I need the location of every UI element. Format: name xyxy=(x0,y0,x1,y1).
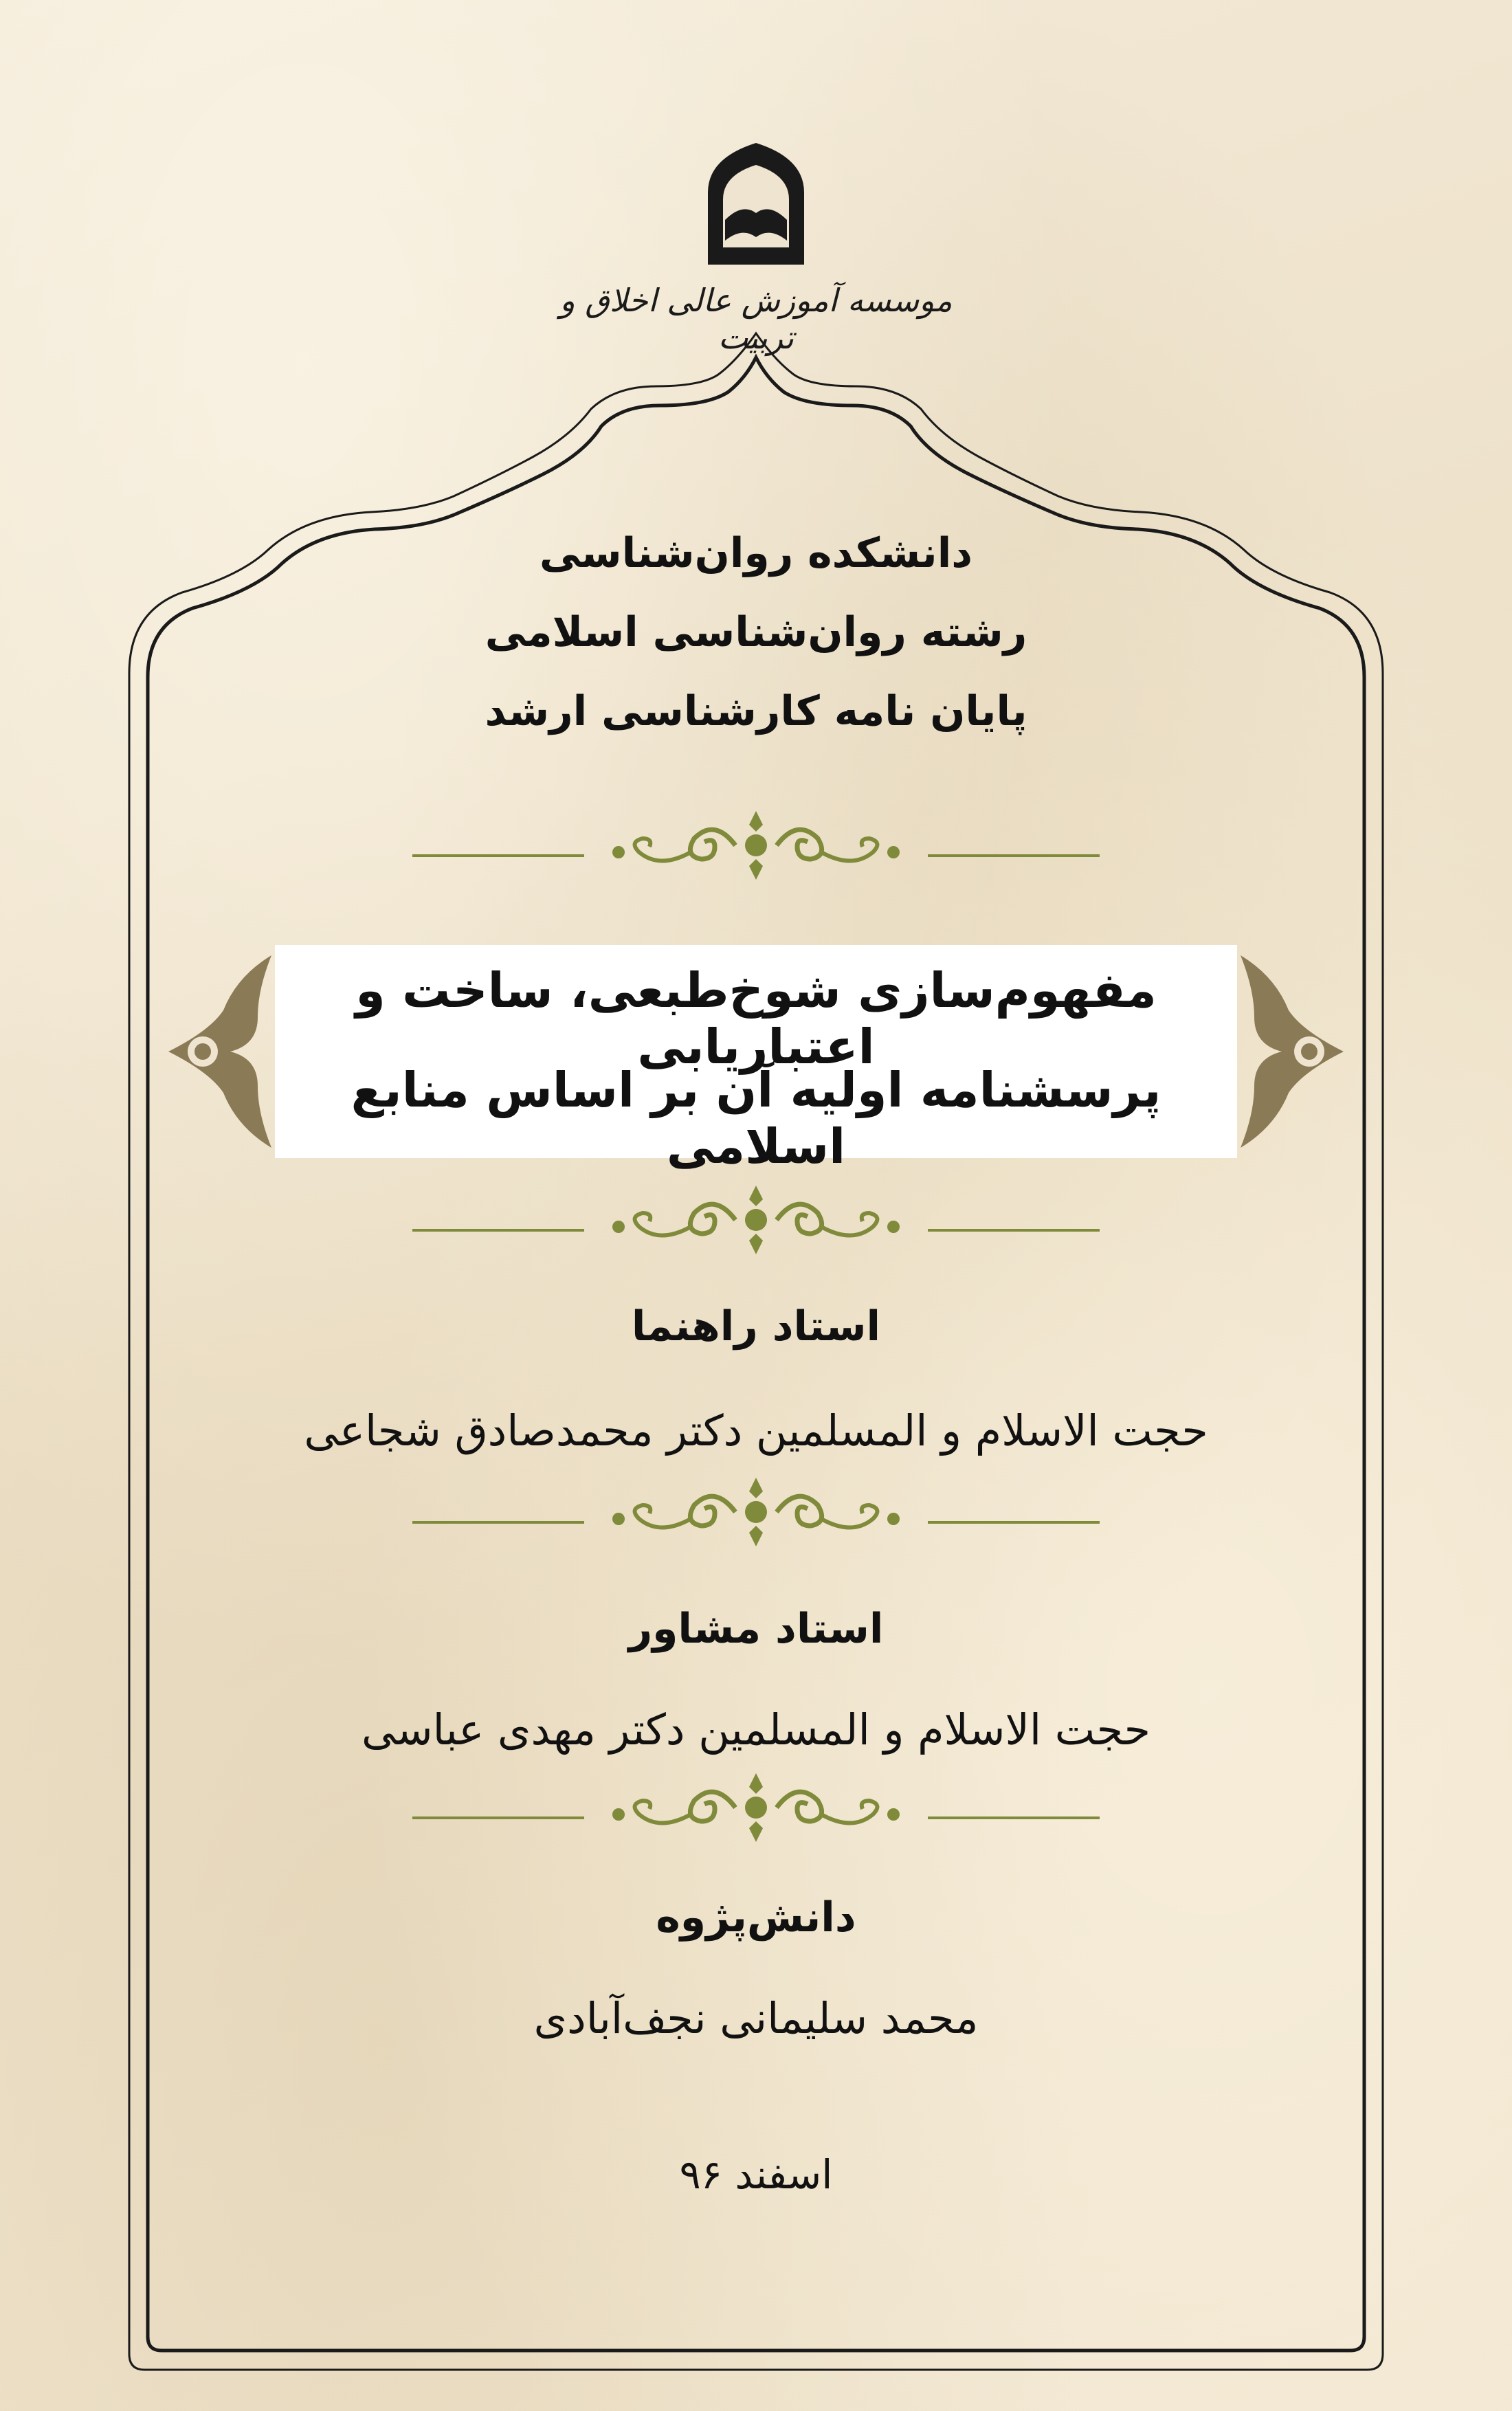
supervisor-label: استاد راهنما xyxy=(631,1302,881,1351)
field-name: رشته روان‌شناسی اسلامی xyxy=(485,608,1027,656)
divider-ornament-3 xyxy=(412,1471,1100,1553)
thesis-title-line-1: مفهوم‌سازی شوخ‌طبعی، ساخت و اعتباریابی xyxy=(355,962,1157,1075)
divider-ornament-1 xyxy=(412,804,1100,887)
institute-name-logotype: موسسه آموزش عالی اخلاق و تربیت xyxy=(559,282,953,356)
divider-ornament-2 xyxy=(412,1179,1100,1261)
title-left-ornament xyxy=(155,948,271,1155)
institute-logo xyxy=(687,137,825,275)
thesis-title-line-2: پرسشنامه اولیه آن بر اساس منابع اسلامی xyxy=(351,1062,1161,1175)
student-label: دانش‌پژوه xyxy=(656,1893,856,1942)
thesis-date: اسفند ۹۶ xyxy=(679,2151,833,2198)
supervisor-name: حجت الاسلام و المسلمین دکتر محمدصادق شجاعی xyxy=(304,1406,1208,1456)
degree-name: پایان نامه کارشناسی ارشد xyxy=(485,687,1027,735)
title-right-ornament xyxy=(1241,948,1357,1155)
advisor-label: استاد مشاور xyxy=(628,1605,884,1653)
advisor-name: حجت الاسلام و المسلمین دکتر مهدی عباسی xyxy=(362,1704,1150,1755)
faculty-name: دانشکده روان‌شناسی xyxy=(539,529,973,577)
student-name: محمد سلیمانی نجف‌آبادی xyxy=(533,1993,979,2043)
divider-ornament-4 xyxy=(412,1766,1100,1849)
